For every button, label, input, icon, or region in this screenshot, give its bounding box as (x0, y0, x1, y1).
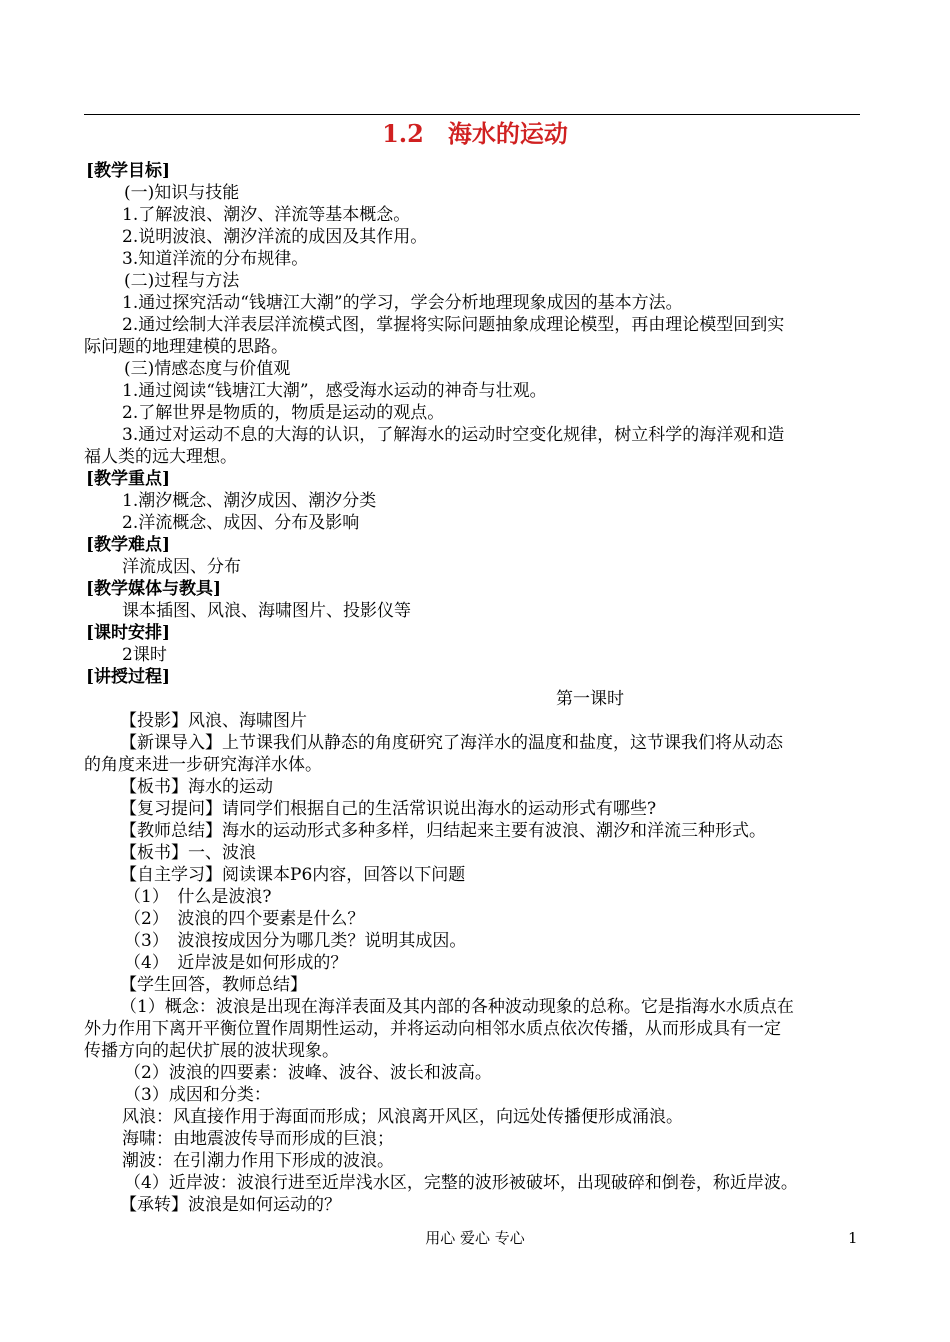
text-line: 2课时 (122, 645, 167, 665)
page-number: 1 (848, 1229, 858, 1247)
question-item: （2） 波浪的四个要素是什么？ (124, 909, 365, 929)
text-line: （3）成因和分类： (124, 1085, 271, 1105)
text-line: 【板书】海水的运动 (120, 777, 273, 797)
text-line: 1.了解波浪、潮汐、洋流等基本概念。 (122, 205, 411, 225)
text-line: 2.洋流概念、成因、分布及影响 (122, 513, 360, 533)
text-line: 课本插图、风浪、海啸图片、投影仪等 (122, 601, 411, 621)
text-line: 【承转】波浪是如何运动的？ (120, 1195, 341, 1215)
text-line: 3.通过对运动不息的大海的认识，了解海水的运动时空变化规律，树立科学的海洋观和造 (122, 425, 785, 445)
text-line: （1）概念：波浪是出现在海洋表面及其内部的各种波动现象的总称。它是指海水水质点在 (120, 997, 794, 1017)
text-line: （2）波浪的四要素：波峰、波谷、波长和波高。 (124, 1063, 492, 1083)
lesson-heading: 第一课时 (556, 689, 624, 709)
question-item: （1） 什么是波浪? (124, 887, 272, 907)
question-item: （4） 近岸波是如何形成的？ (124, 953, 348, 973)
text-line: 传播方向的起伏扩展的波状现象。 (84, 1041, 339, 1061)
text-line: 2.通过绘制大洋表层洋流模式图，掌握将实际问题抽象成理论模型，再由理论模型回到实 (122, 315, 785, 335)
section-heading-process: [讲授过程] (86, 667, 171, 687)
text-line: 3.知道洋流的分布规律。 (122, 249, 309, 269)
text-line: 洋流成因、分布 (122, 557, 241, 577)
section-heading-objectives: [教学目标] (86, 161, 171, 181)
section-heading-key-points: [教学重点] (86, 469, 171, 489)
text-line: （4）近岸波：波浪行进至近岸浅水区，完整的波形被破坏，出现破碎和倒卷，称近岸波。 (124, 1173, 798, 1193)
text-line: 潮波：在引潮力作用下形成的波浪。 (122, 1151, 394, 1171)
subheading-attitude: (三)情感态度与价值观 (124, 359, 291, 379)
text-line: 【自主学习】阅读课本P6内容，回答以下问题 (120, 865, 466, 885)
text-line: 风浪：风直接作用于海面而形成；风浪离开风区，向远处传播便形成涌浪。 (122, 1107, 683, 1127)
text-line: 【新课导入】上节课我们从静态的角度研究了海洋水的温度和盐度，这节课我们将从动态 (120, 733, 783, 753)
text-line: 2.了解世界是物质的，物质是运动的观点。 (122, 403, 445, 423)
text-line: 福人类的远大理想。 (84, 447, 237, 467)
page-title: 1.2 海水的运动 (382, 119, 568, 148)
text-line: 【教师总结】海水的运动形式多种多样，归结起来主要有波浪、潮汐和洋流三种形式。 (120, 821, 766, 841)
text-line: 【复习提问】请同学们根据自己的生活常识说出海水的运动形式有哪些? (120, 799, 657, 819)
section-heading-difficulties: [教学难点] (86, 535, 171, 555)
text-line: 际问题的地理建模的思路。 (84, 337, 288, 357)
subheading-knowledge: (一)知识与技能 (124, 183, 240, 203)
text-line: 1.通过探究活动“钱塘江大潮”的学习，学会分析地理现象成因的基本方法。 (122, 293, 683, 313)
section-heading-schedule: [课时安排] (86, 623, 171, 643)
question-item: （3） 波浪按成因分为哪几类？说明其成因。 (124, 931, 467, 951)
text-line: 【学生回答，教师总结】 (120, 975, 307, 995)
text-line: 外力作用下离开平衡位置作周期性运动，并将运动向相邻水质点依次传播，从而形成具有一定 (84, 1019, 781, 1039)
text-line: 海啸：由地震波传导而形成的巨浪； (122, 1129, 394, 1149)
text-line: 【投影】风浪、海啸图片 (120, 711, 307, 731)
header-rule (84, 114, 860, 115)
subheading-process: (二)过程与方法 (124, 271, 240, 291)
section-heading-media: [教学媒体与教具] (86, 579, 222, 599)
text-line: 的角度来进一步研究海洋水体。 (84, 755, 322, 775)
text-line: 2.说明波浪、潮汐洋流的成因及其作用。 (122, 227, 428, 247)
footer-text: 用心 爱心 专心 (425, 1229, 525, 1247)
text-line: 1.潮汐概念、潮汐成因、潮汐分类 (122, 491, 377, 511)
text-line: 1.通过阅读“钱塘江大潮”，感受海水运动的神奇与壮观。 (122, 381, 547, 401)
text-line: 【板书】一、波浪 (120, 843, 256, 863)
